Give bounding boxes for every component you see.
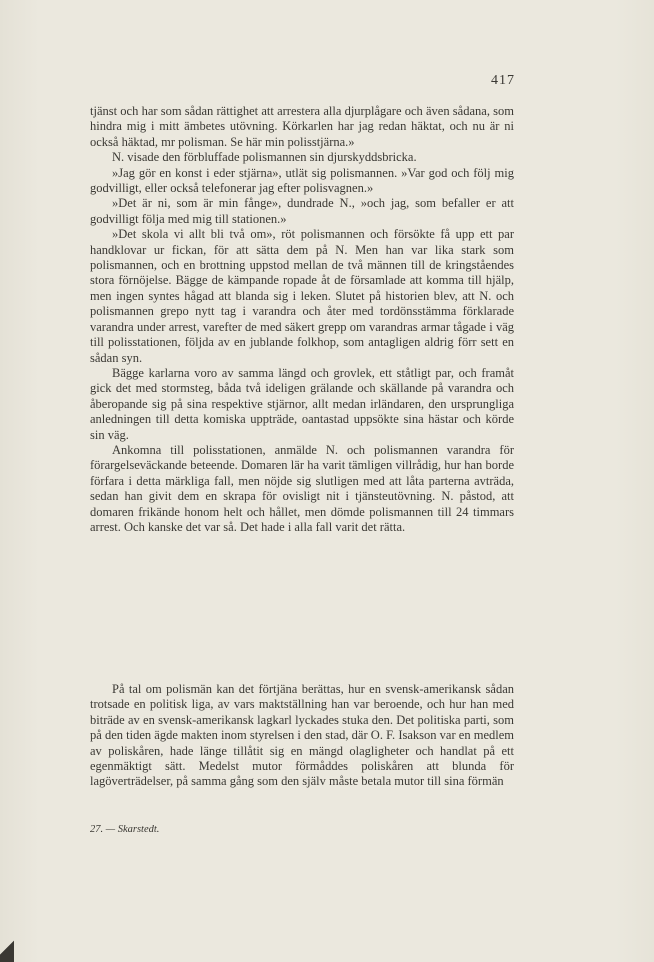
paragraph: »Det är ni, som är min fånge», dundrade N., »och jag, som befaller er att godvilligt följa med mig till stationen.» bbox=[90, 196, 514, 226]
text-section-1 bbox=[90, 104, 514, 535]
scan-edge-shadow bbox=[0, 940, 14, 962]
signature-mark: 27. — Skarstedt. bbox=[90, 824, 160, 835]
page-number: 417 bbox=[491, 73, 515, 88]
paragraph: tjänst och har som sådan rättighet att arrestera alla djurplågare och även sådana, som hindra mig i mitt ämbetes utövning. Körkarlen har jag redan häktat, och nu är ni också häktad, mr polisman. Se här min polisstjärna.» bbox=[90, 104, 514, 149]
paragraph: Bägge karlarna voro av samma längd och grovlek, ett ståtligt par, och framåt gick det med stormsteg, båda två ideligen grälande och skällande på varandra och åberopande sig på sina respektive stjärnor, allt medan irländaren, den ursprungliga anledningen till detta komiska uppträde, oantastad uppsökte sina hästar och körde sin väg. bbox=[90, 365, 514, 442]
paragraph: N. visade den förbluffade polismannen sin djurskyddsbricka. bbox=[112, 150, 417, 165]
paragraph: »Jag gör en konst i eder stjärna», utlät sig polismannen. »Var god och följ mig godvilligt, eller också telefonerar jag efter polisvagnen.» bbox=[90, 165, 514, 196]
paragraph: »Det skola vi allt bli två om», röt polismannen och försökte få upp ett par handklovar ur fickan, för att sätta dem på N. Men han var lika stark som polismannen, och en brottning uppstod mellan de två männen till de kringståendes stora förnöjelse. Bägge de kämpande ropade åt de församlade att komma till hjälp, men ingen syntes hågad att blanda sig i leken. Slutet på historien blev, att N. och polismannen grepo nytt tag i varandra och åter med tordönsstämma förklarade varandra under arrest, varefter de med säkert grepp om varandras armar tågade i väg till polisstationen, följda av en jublande folkhop, som antagligen aldrig förr sett en sådan syn. bbox=[90, 227, 514, 365]
paragraph: På tal om polismän kan det förtjäna berättas, hur en svensk-amerikansk sådan trotsade en politisk liga, av vars maktställning han var beroende, och hur han med biträde av en svensk-amerikansk lagkarl lyckades stuka den. Det politiska parti, som på den tiden ägde makten inom styrelsen i den stad, där O. F. Isakson var en medlem av poliskåren, hade länge tillåtit sig en mängd olagligheter och handlat på ett egenmäktigt sätt. Medelst mutor förmåddes poliskåren att blunda för lagöverträdelser, på samma gång som den själv måste betala mutor till sina förmän bbox=[90, 682, 514, 789]
text-section-2 bbox=[90, 682, 514, 790]
paragraph: Ankomna till polisstationen, anmälde N. och polismannen varandra för förargelseväckande beteende. Domaren lär ha varit tämligen villrådig, hur han borde förfara i detta märkliga fall, men nöjde sig slutligen med att låta parterna avträda, sedan han givit dem en skrapa för ovisligt nit i tjänsteutövning. N. påstod, att domaren frikände honom helt och hållet, men dömde polismannen till 24 timmars arrest. Och kanske det var så. Det hade i alla fall varit det rätta. bbox=[90, 442, 514, 534]
